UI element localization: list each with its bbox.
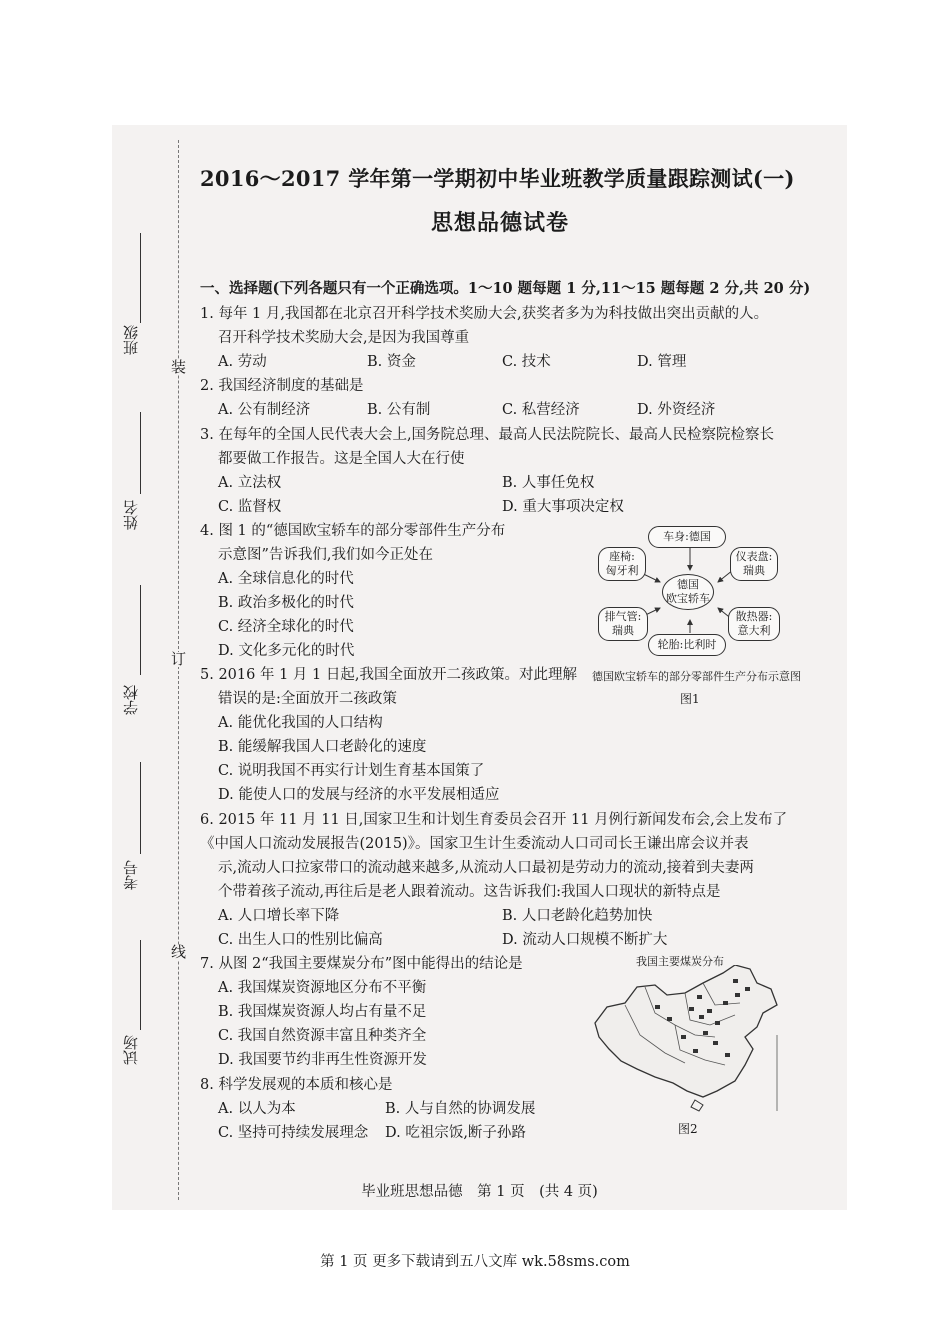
question-2-option-a: A. 公有制经济	[218, 402, 311, 418]
question-2-stem: 2. 我国经济制度的基础是	[200, 378, 364, 394]
question-6-stem: 6. 2015 年 11 月 11 日,国家卫生和计划生育委员会召开 11 月例行新闻发布会,会上发布了	[200, 812, 788, 828]
question-8-option-b: B. 人与自然的协调发展	[385, 1101, 536, 1117]
question-6-stem: 个带着孩子流动,再往后是老人跟着流动。这告诉我们:我国人口现状的新特点是	[218, 884, 721, 900]
exam-number-field-label: 考号	[122, 860, 140, 890]
question-7-option-a: A. 我国煤炭资源地区分布不平衡	[218, 980, 427, 996]
question-1-stem: 1. 每年 1 月,我国都在北京召开科学技术奖励大会,获奖者多为为科技做出突出贡献的人。	[200, 306, 769, 322]
question-4-stem: 示意图”告诉我们,我们如今正处在	[218, 547, 434, 563]
field-line	[140, 233, 141, 323]
question-2-option-b: B. 公有制	[367, 402, 431, 418]
figure-2-title: 我国主要煤炭分布	[636, 955, 724, 968]
question-7-option-b: B. 我国煤炭资源人均占有量不足	[218, 1004, 427, 1020]
question-5-option-d: D. 能使人口的发展与经济的水平发展相适应	[218, 787, 500, 803]
question-5-option-a: A. 能优化我国的人口结构	[218, 715, 383, 731]
binding-mark: 装	[171, 358, 187, 376]
question-7-stem: 7. 从图 2“我国主要煤炭分布”图中能得出的结论是	[200, 956, 523, 972]
part-exhaust-sweden: 排气管: 瑞典	[598, 607, 648, 641]
page-footer: 第 1 页 更多下载请到五八文库 wk.58sms.com	[320, 1254, 630, 1270]
question-6-option-b: B. 人口老龄化趋势加快	[502, 908, 653, 924]
question-5-stem: 5. 2016 年 1 月 1 日起,我国全面放开二孩政策。对此理解	[200, 667, 577, 683]
question-6-option-a: A. 人口增长率下降	[218, 908, 340, 924]
question-5-stem: 错误的是:全面放开二孩政策	[218, 691, 397, 707]
question-6-stem: 示,流动人口拉家带口的流动越来越多,从流动人口最初是劳动力的流动,接着到夫妻两	[218, 860, 754, 876]
exam-room-field-label: 试场	[122, 1035, 140, 1065]
part-body-germany: 车身:德国	[648, 526, 726, 548]
question-4-stem: 4. 图 1 的“德国欧宝轿车的部分零部件生产分布	[200, 523, 506, 539]
question-4-option-b: B. 政治多极化的时代	[218, 595, 354, 611]
question-7-option-c: C. 我国自然资源丰富且种类齐全	[218, 1028, 427, 1044]
question-1-option-b: B. 资金	[367, 354, 416, 370]
question-3-option-d: D. 重大事项决定权	[502, 499, 624, 515]
question-7-option-d: D. 我国要节约非再生性资源开发	[218, 1052, 427, 1068]
part-tire-belgium: 轮胎:比利时	[648, 634, 726, 656]
question-3-option-b: B. 人事任免权	[502, 475, 595, 491]
question-1-stem: 召开科学技术奖励大会,是因为我国尊重	[218, 330, 470, 346]
class-field-label: 班级	[122, 325, 140, 355]
binding-line	[178, 140, 179, 1200]
question-5-option-b: B. 能缓解我国人口老龄化的速度	[218, 739, 427, 755]
question-8-option-a: A. 以人为本	[218, 1101, 296, 1117]
question-8-stem: 8. 科学发展观的本质和核心是	[200, 1077, 393, 1093]
figure-1-label: 图1	[680, 692, 700, 706]
question-1-option-d: D. 管理	[637, 354, 687, 370]
question-8-option-c: C. 坚持可持续发展理念	[218, 1125, 369, 1141]
section-heading: 一、选择题(下列各题只有一个正确选项。1～10 题每题 1 分,11～15 题每题 2 分,共 20 分)	[200, 280, 811, 297]
question-6-stem: 《中国人口流动发展报告(2015)》。国家卫生计生委流动人口司司长王谦出席会议并表	[200, 836, 749, 852]
question-4-option-c: C. 经济全球化的时代	[218, 619, 354, 635]
field-line	[140, 412, 141, 494]
figure-1-center-opel: 德国 欧宝轿车	[662, 574, 714, 610]
question-3-stem: 3. 在每年的全国人民代表大会上,国务院总理、最高人民法院院长、最高人民检察院检察长	[200, 427, 775, 443]
question-1-option-a: A. 劳动	[218, 354, 267, 370]
question-3-option-c: C. 监督权	[218, 499, 282, 515]
field-line	[140, 940, 141, 1030]
school-field-label: 学校	[122, 685, 140, 715]
figure-2-label: 图2	[678, 1122, 698, 1136]
question-3-stem: 都要做工作报告。这是全国人大在行使	[218, 451, 465, 467]
field-line	[140, 585, 141, 675]
part-seat-hungary: 座椅: 匈牙利	[598, 547, 646, 581]
scan-page-footer: 毕业班思想品德 第 1 页 (共 4 页)	[361, 1184, 598, 1200]
question-3-option-a: A. 立法权	[218, 475, 282, 491]
name-field-label: 姓名	[122, 500, 140, 530]
figure-2-coal-map	[585, 965, 790, 1113]
question-6-option-d: D. 流动人口规模不断扩大	[502, 932, 668, 948]
question-6-option-c: C. 出生人口的性别比偏高	[218, 932, 383, 948]
exam-title: 2016～2017 学年第一学期初中毕业班教学质量跟踪测试(一)	[200, 166, 795, 191]
field-line	[140, 762, 141, 854]
question-4-option-a: A. 全球信息化的时代	[218, 571, 354, 587]
binding-mark: 线	[171, 943, 187, 961]
question-1-option-c: C. 技术	[502, 354, 551, 370]
question-8-option-d: D. 吃祖宗饭,断子孙路	[385, 1125, 526, 1141]
question-2-option-d: D. 外资经济	[637, 402, 716, 418]
figure-1-caption: 德国欧宝轿车的部分零部件生产分布示意图	[592, 670, 801, 683]
binding-mark: 订	[171, 650, 187, 668]
exam-subtitle: 思想品德试卷	[430, 210, 569, 236]
part-dashboard-sweden: 仪表盘: 瑞典	[730, 547, 778, 581]
question-2-option-c: C. 私营经济	[502, 402, 580, 418]
part-radiator-italy: 散热器: 意大利	[728, 607, 780, 641]
question-5-option-c: C. 说明我国不再实行计划生育基本国策了	[218, 763, 485, 779]
question-4-option-d: D. 文化多元化的时代	[218, 643, 355, 659]
